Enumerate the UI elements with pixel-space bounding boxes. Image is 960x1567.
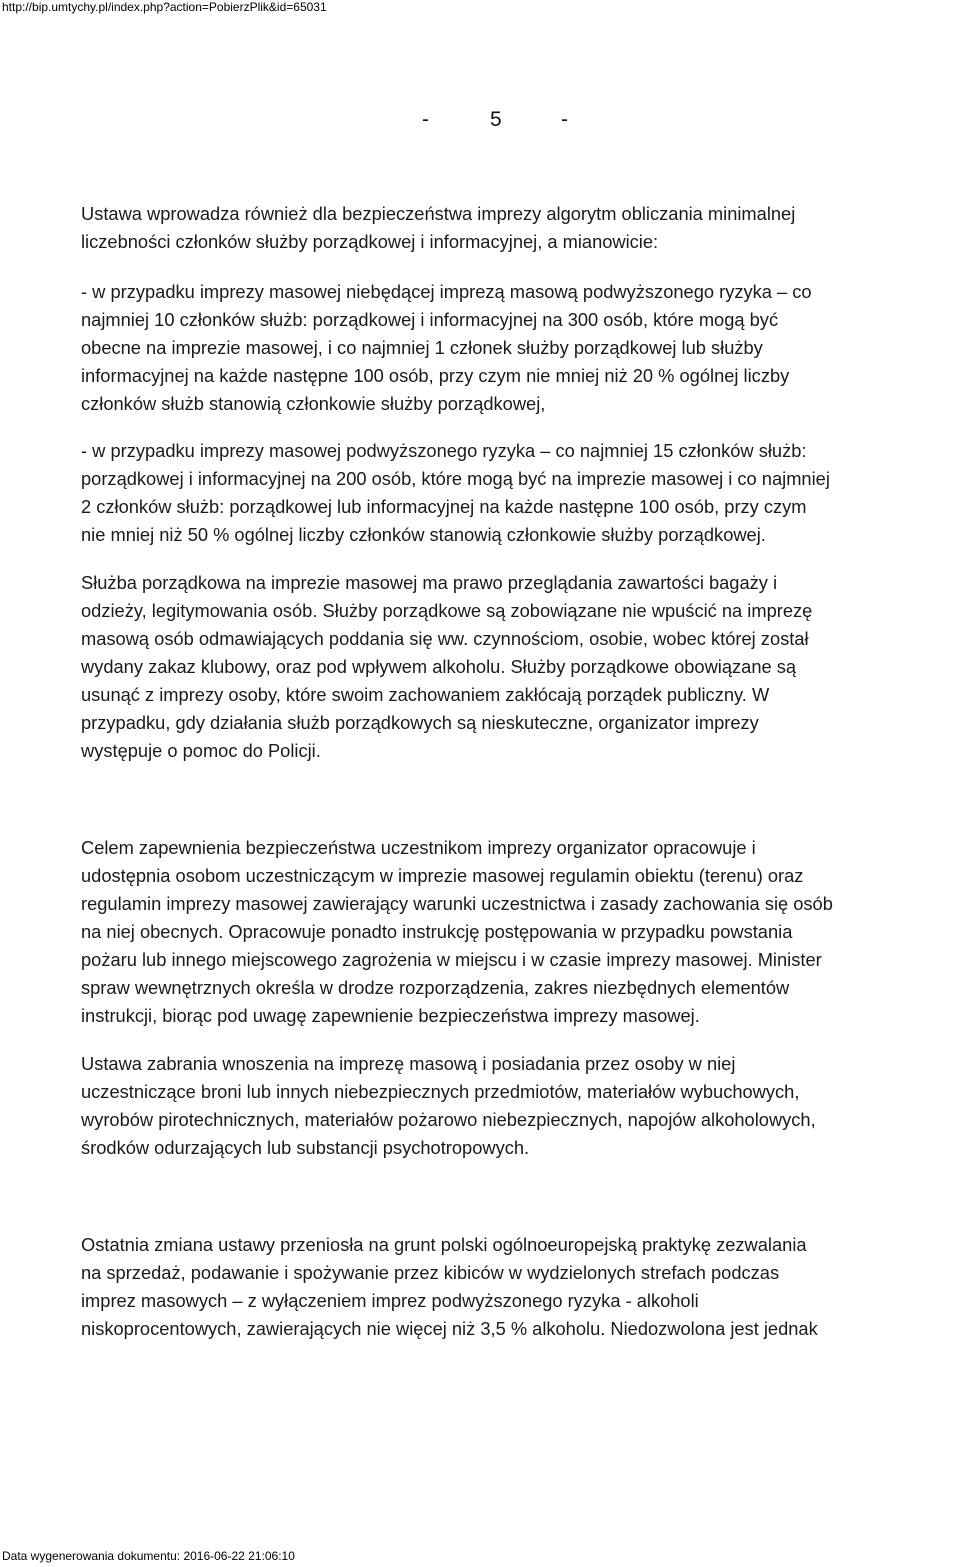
text-line: porządkowej i informacyjnej na 200 osób, które mogą być na imprezie masowej i co najmniej [81, 468, 830, 489]
text-line: na sprzedaż, podawanie i spożywanie przez kibiców w wydzielonych strefach podczas [81, 1262, 780, 1283]
text-line: nie mniej niż 50 % ogólnej liczby członków stanowią członkowie służby porządkowej. [81, 524, 766, 545]
text-line: 2 członków służb: porządkowej lub informacyjnej na każde następne 100 osób, przy czym [81, 496, 807, 517]
text-line: Służba porządkowa na imprezie masowej ma prawo przeglądania zawartości bagaży i [81, 572, 778, 593]
text-line: występuje o pomoc do Policji. [81, 740, 321, 761]
paragraph-security-service [81, 569, 960, 765]
text-line: Ostatnia zmiana ustawy przeniosła na grunt polski ogólnoeuropejską praktykę zezwalania [81, 1234, 807, 1255]
paragraph-alcohol-amendment [81, 1231, 960, 1343]
text-line: członków służb stanowią członkowie służby porządkowej, [81, 393, 546, 414]
text-line: usunąć z imprezy osoby, które swoim zachowaniem zakłócają porządek publiczny. W [81, 684, 770, 705]
text-line: Ustawa wprowadza również dla bezpieczeństwa imprezy algorytm obliczania minimalnej [81, 203, 796, 224]
footer-generated-date: Data wygenerowania dokumentu: 2016-06-22 21:06:10 [2, 1549, 295, 1563]
text-line: imprez masowych – z wyłączeniem imprez podwyższonego ryzyka - alkoholi [81, 1290, 699, 1311]
page-number-dash-right: - [561, 108, 568, 131]
text-line: odzieży, legitymowania osób. Służby porządkowe są zobowiązane nie wpuścić na imprezę [81, 600, 813, 621]
header-url: http://bip.umtychy.pl/index.php?action=PobierzPlik&id=65031 [2, 0, 327, 14]
text-line: regulamin imprezy masowej zawierający warunki uczestnictwa i zasady zachowania się osób [81, 893, 833, 914]
text-line: - w przypadku imprezy masowej podwyższonego ryzyka – co najmniej 15 członków służb: [81, 440, 807, 461]
text-line: niskoprocentowych, zawierających nie więcej niż 3,5 % alkoholu. Niedozwolona jest jednak [81, 1318, 818, 1339]
paragraph-prohibited-items [81, 1050, 960, 1162]
text-line: uczestniczące broni lub innych niebezpiecznych przedmiotów, materiałów wybuchowych, [81, 1081, 800, 1102]
text-line: Celem zapewnienia bezpieczeństwa uczestnikom imprezy organizator opracowuje i [81, 837, 756, 858]
text-line: najmniej 10 członków służb: porządkowej i informacyjnej na 300 osób, które mogą być [81, 309, 779, 330]
paragraph-algorithm-intro [81, 200, 960, 256]
paragraph-high-risk-event [81, 437, 960, 549]
text-line: Ustawa zabrania wnoszenia na imprezę masową i posiadania przez osoby w niej [81, 1053, 736, 1074]
text-line: przypadku, gdy działania służb porządkowych są nieskuteczne, organizator imprezy [81, 712, 759, 733]
text-line: masową osób odmawiających poddania się ww. czynnościom, osobie, wobec której został [81, 628, 809, 649]
paragraph-organizer-regulations [81, 834, 960, 1030]
text-line: wydany zakaz klubowy, oraz pod wpływem alkoholu. Służby porządkowe obowiązane są [81, 656, 797, 677]
text-line: obecne na imprezie masowej, i co najmniej 1 członek służby porządkowej lub służby [81, 337, 763, 358]
text-line: instrukcji, biorąc pod uwagę zapewnienie bezpieczeństwa imprezy masowej. [81, 1005, 700, 1026]
text-line: wyrobów pirotechnicznych, materiałów pożarowo niebezpiecznych, napojów alkoholowych, [81, 1109, 816, 1130]
text-line: informacyjnej na każde następne 100 osób, przy czym nie mniej niż 20 % ogólnej liczby [81, 365, 790, 386]
paragraph-regular-event [81, 278, 960, 418]
text-line: na niej obecnych. Opracowuje ponadto instrukcję postępowania w przypadku powstania [81, 921, 793, 942]
text-line: udostępnia osobom uczestniczącym w imprezie masowej regulamin obiektu (terenu) oraz [81, 865, 804, 886]
page-number-dash-left: - [422, 108, 429, 131]
text-line: pożaru lub innego miejscowego zagrożenia w miejscu i w czasie imprezy masowej. Minister [81, 949, 822, 970]
text-line: liczebności członków służby porządkowej i informacyjnej, a mianowicie: [81, 231, 659, 252]
text-line: - w przypadku imprezy masowej niebędącej imprezą masową podwyższonego ryzyka – co [81, 281, 812, 302]
text-line: spraw wewnętrznych określa w drodze rozporządzenia, zakres niezbędnych elementów [81, 977, 790, 998]
page-number-value: 5 [490, 108, 502, 131]
text-line: środków odurzających lub substancji psychotropowych. [81, 1137, 530, 1158]
